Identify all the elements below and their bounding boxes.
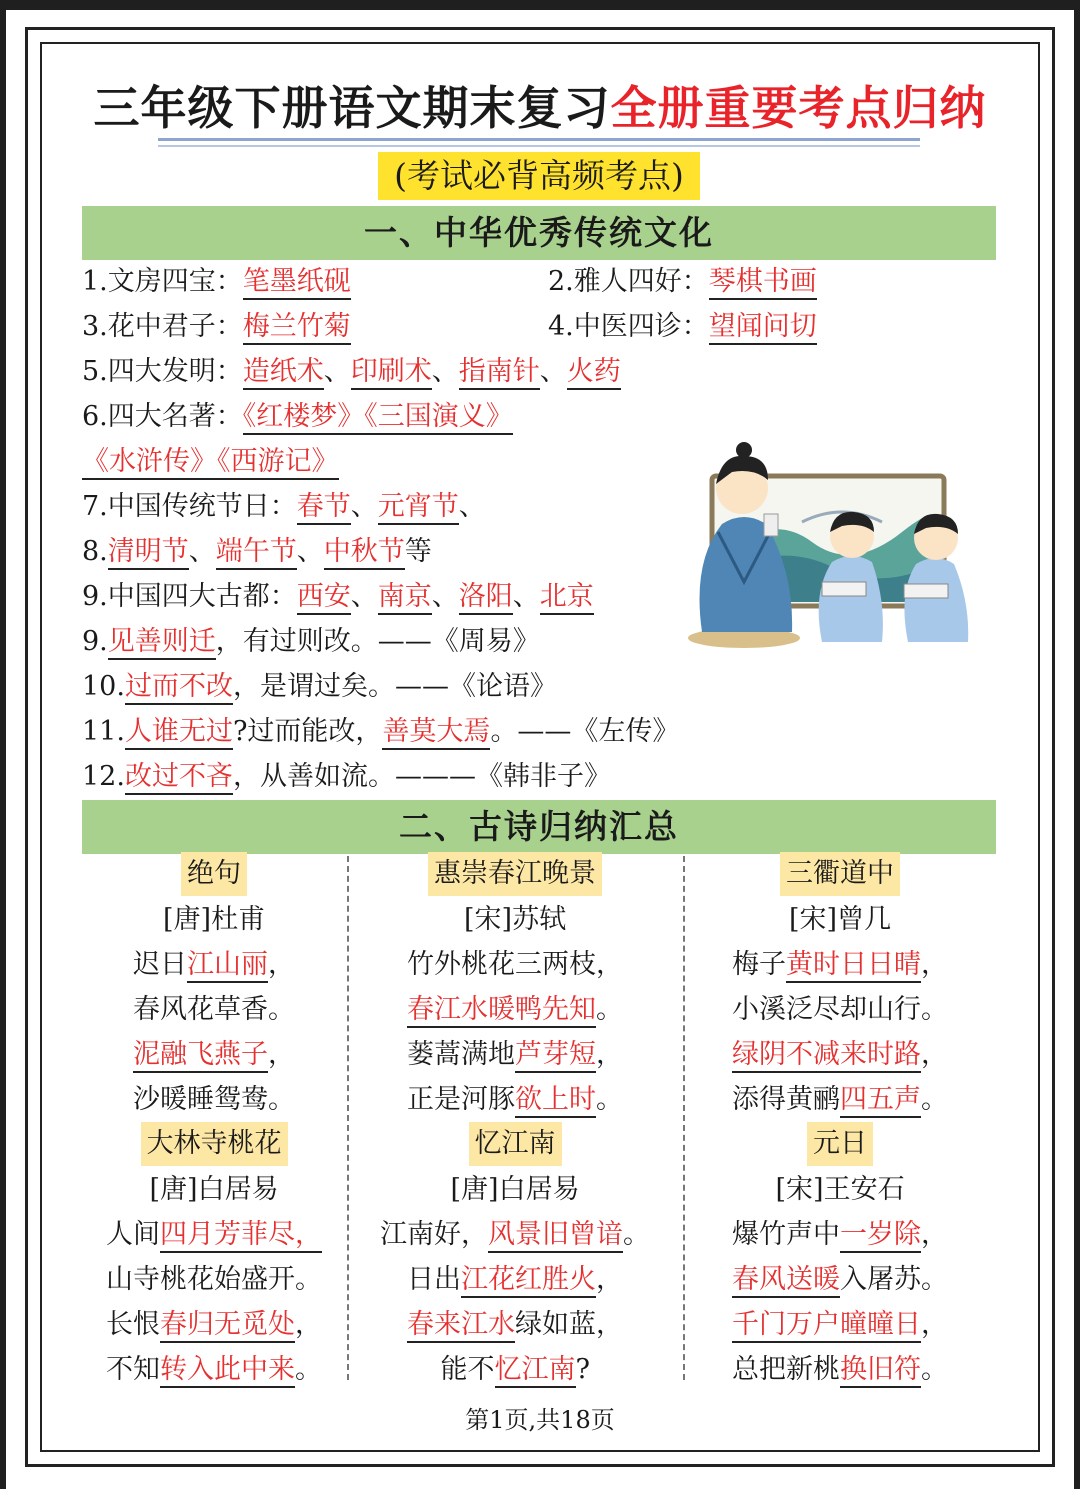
poem-line bbox=[407, 947, 623, 983]
poem-plain: 正是河豚 bbox=[407, 1084, 515, 1115]
poem-line bbox=[106, 1217, 322, 1253]
item-label: 中国传统节日： bbox=[107, 491, 297, 522]
poem-plain: 。 bbox=[921, 1354, 948, 1385]
teacher-students-illustration bbox=[682, 432, 992, 650]
item-9b bbox=[82, 624, 540, 660]
item-mid: ?过而能改， bbox=[232, 716, 383, 747]
item-answer: 望闻问切 bbox=[709, 311, 817, 345]
item-answer: 琴棋书画 bbox=[709, 266, 817, 300]
poem-author: [宋]曾几 bbox=[789, 904, 892, 935]
item-answer: 春节 bbox=[297, 491, 351, 525]
item-1 bbox=[82, 264, 351, 300]
poem-title: 大林寺桃花 bbox=[141, 1122, 288, 1166]
poem-plain: 。 bbox=[623, 1219, 650, 1250]
item-num: 10. bbox=[82, 671, 125, 702]
item-label: 四大发明： bbox=[107, 356, 243, 387]
item-rest: ，从善如流。———《韩非子》 bbox=[232, 761, 611, 792]
poem-answer: 春江水暖鸭先知 bbox=[407, 994, 596, 1028]
separator: 、 bbox=[512, 581, 540, 612]
poem-line bbox=[732, 1307, 948, 1343]
poem-answer: 四月芳菲尽， bbox=[160, 1219, 322, 1253]
right-edge bbox=[1074, 0, 1080, 1489]
poem-author: [宋]苏轼 bbox=[464, 904, 567, 935]
title-black: 三年级下册语文期末复习 bbox=[93, 81, 611, 135]
item-answer: 印刷术 bbox=[351, 356, 432, 390]
poem-answer: 转入此中来 bbox=[160, 1354, 295, 1388]
poem-line bbox=[106, 1262, 322, 1298]
poem-plain: 梅子 bbox=[732, 949, 786, 980]
poem-plain: 江南好， bbox=[380, 1219, 488, 1250]
item-num: 1. bbox=[82, 266, 108, 297]
separator: 、 bbox=[350, 581, 378, 612]
poem-line bbox=[732, 992, 948, 1028]
poem-line bbox=[133, 1037, 295, 1073]
poem-title: 绝句 bbox=[181, 852, 247, 896]
item-7 bbox=[82, 489, 486, 525]
separator: 、 bbox=[458, 491, 486, 522]
poem-answer: 泥融飞燕子 bbox=[133, 1039, 268, 1073]
poem-answer: 四五声 bbox=[840, 1084, 921, 1118]
poem-plain: ， bbox=[921, 1219, 948, 1250]
item-num: 2. bbox=[548, 266, 574, 297]
page-number: 第1页,共18页 bbox=[465, 1406, 615, 1434]
item-label: 中医四诊： bbox=[573, 311, 709, 342]
item-label: 中国四大古都： bbox=[107, 581, 297, 612]
poem-line bbox=[732, 1037, 948, 1073]
title-underline-thin bbox=[158, 145, 920, 147]
poem-plain: 竹外桃花三两枝， bbox=[407, 949, 623, 980]
item-tail: 等 bbox=[404, 536, 432, 567]
poem-title: 三衢道中 bbox=[780, 852, 900, 896]
poem-answer: 江山丽 bbox=[187, 949, 268, 983]
poem-plain: 迟日 bbox=[133, 949, 187, 980]
section2-heading: 二、古诗归纳汇总 bbox=[82, 800, 996, 854]
poem-answer: 换旧符 bbox=[840, 1354, 921, 1388]
poem-plain: ， bbox=[596, 1039, 623, 1070]
poem-title: 元日 bbox=[807, 1122, 873, 1166]
item-answer: 西安 bbox=[297, 581, 351, 615]
item-num: 8. bbox=[82, 536, 108, 567]
poem-plain: ， bbox=[268, 949, 295, 980]
separator: 、 bbox=[431, 581, 459, 612]
separator: 、 bbox=[296, 536, 324, 567]
item-10 bbox=[82, 669, 557, 705]
item-answer: 元宵节 bbox=[378, 491, 459, 525]
poem-plain: 。 bbox=[596, 1084, 623, 1115]
poem-line bbox=[441, 1352, 590, 1388]
poem-line bbox=[407, 1082, 623, 1118]
item-num: 4. bbox=[548, 311, 574, 342]
poem-line bbox=[380, 1217, 650, 1253]
poem-plain: 。 bbox=[596, 994, 623, 1025]
poem-author: [唐]白居易 bbox=[149, 1174, 279, 1205]
poem-answer: 芦芽短 bbox=[515, 1039, 596, 1073]
poem-plain: ， bbox=[921, 1309, 948, 1340]
poem-plain: ， bbox=[268, 1039, 295, 1070]
poem-plain: 长恨 bbox=[106, 1309, 160, 1340]
item-3 bbox=[82, 309, 351, 345]
item-answer: 改过不吝 bbox=[125, 761, 233, 795]
poem-answer: 江花红胜火 bbox=[461, 1264, 596, 1298]
item-num: 12. bbox=[82, 761, 125, 792]
poem-line bbox=[133, 947, 295, 983]
item-label: 四大名著： bbox=[107, 401, 243, 432]
poem-answer: 忆江南 bbox=[495, 1354, 576, 1388]
item-answer: 造纸术 bbox=[243, 356, 324, 390]
top-edge bbox=[0, 0, 1080, 10]
item-11 bbox=[82, 714, 679, 750]
poem-line bbox=[732, 947, 948, 983]
poem-answer: 黄时日日晴 bbox=[786, 949, 921, 983]
item-num: 9. bbox=[82, 626, 108, 657]
item-num: 9. bbox=[82, 581, 108, 612]
item-answer: 洛阳 bbox=[459, 581, 513, 615]
poem-plain: 春风花草香。 bbox=[133, 994, 295, 1025]
item-answer: 北京 bbox=[540, 581, 594, 615]
column-divider bbox=[683, 856, 685, 1380]
subtitle: (考试必背高频考点) bbox=[378, 152, 700, 200]
item-answer: 中秋节 bbox=[324, 536, 405, 570]
separator: 、 bbox=[188, 536, 216, 567]
poem-line bbox=[106, 1307, 322, 1343]
poem-answer: 欲上时 bbox=[515, 1084, 596, 1118]
item-answer: 南京 bbox=[378, 581, 432, 615]
poem-line bbox=[407, 1262, 623, 1298]
poem-plain: 爆竹声中 bbox=[732, 1219, 840, 1250]
item-answer: 火药 bbox=[567, 356, 621, 390]
item-6 bbox=[82, 399, 513, 435]
poem-line bbox=[407, 1037, 623, 1073]
poem-line bbox=[133, 992, 295, 1028]
poem-answer: 春来江水 bbox=[407, 1309, 515, 1343]
poem-plain: ， bbox=[921, 949, 948, 980]
poem-answer: 一岁除 bbox=[840, 1219, 921, 1253]
poem-line bbox=[732, 1352, 948, 1388]
item-answer: 《水浒传》《西游记》 bbox=[82, 446, 339, 480]
column-divider bbox=[347, 856, 349, 1380]
separator: 、 bbox=[431, 356, 459, 387]
poem-author: [唐]白居易 bbox=[450, 1174, 580, 1205]
poem-author: [宋]王安石 bbox=[775, 1174, 905, 1205]
title-red: 全册重要考点归纳 bbox=[610, 81, 987, 135]
poem-answer: 春归无觅处 bbox=[160, 1309, 295, 1343]
separator: 、 bbox=[323, 356, 351, 387]
poem-title: 忆江南 bbox=[469, 1122, 562, 1166]
poem-line bbox=[407, 992, 623, 1028]
item-answer: 人谁无过 bbox=[125, 716, 233, 750]
poem-answer: 绿阴不减来时路 bbox=[732, 1039, 921, 1073]
item-6-cont bbox=[82, 444, 339, 480]
poem-line bbox=[732, 1082, 948, 1118]
poem-answer: 风景旧曾谙 bbox=[488, 1219, 623, 1253]
item-4 bbox=[548, 309, 817, 345]
poem-line bbox=[133, 1082, 295, 1118]
poem-plain: 绿如蓝， bbox=[515, 1309, 623, 1340]
item-answer: 指南针 bbox=[459, 356, 540, 390]
item-answer: 《红楼梦》《三国演义》 bbox=[243, 401, 513, 435]
item-9a bbox=[82, 579, 594, 615]
poem-line bbox=[732, 1217, 948, 1253]
item-rest: ，是谓过矣。——《论语》 bbox=[232, 671, 557, 702]
separator: 、 bbox=[539, 356, 567, 387]
item-num: 7. bbox=[82, 491, 108, 522]
item-rest: ，有过则改。——《周易》 bbox=[215, 626, 540, 657]
poem-plain: 。 bbox=[295, 1354, 322, 1385]
item-label: 雅人四好： bbox=[573, 266, 709, 297]
poem-line bbox=[732, 1262, 948, 1298]
item-num: 3. bbox=[82, 311, 108, 342]
item-answer: 笔墨纸砚 bbox=[243, 266, 351, 300]
poem-plain: 人间 bbox=[106, 1219, 160, 1250]
poem-plain: ， bbox=[921, 1039, 948, 1070]
title-underline bbox=[158, 138, 920, 141]
left-edge bbox=[0, 0, 6, 1489]
poem-plain: 小溪泛尽却山行。 bbox=[732, 994, 948, 1025]
poem-plain: 能不 bbox=[440, 1354, 495, 1385]
item-answer: 过而不改 bbox=[125, 671, 233, 705]
poem-answer: 春风送暖 bbox=[732, 1264, 840, 1298]
poem-plain: 添得黄鹂 bbox=[732, 1084, 840, 1115]
poem-plain: ， bbox=[295, 1309, 322, 1340]
item-7-cont bbox=[82, 534, 432, 570]
item-answer: 端午节 bbox=[216, 536, 297, 570]
poem-plain: 入屠苏。 bbox=[840, 1264, 948, 1295]
poem-plain: 总把新桃 bbox=[732, 1354, 840, 1385]
page-title bbox=[0, 72, 1080, 138]
poem-plain: 。 bbox=[921, 1084, 948, 1115]
item-num: 11. bbox=[82, 716, 125, 747]
poem-plain: 不知 bbox=[106, 1354, 160, 1385]
section1-heading: 一、中华优秀传统文化 bbox=[82, 206, 996, 260]
poem-plain: 蒌蒿满地 bbox=[407, 1039, 515, 1070]
poem-plain: 日出 bbox=[407, 1264, 461, 1295]
poem-line bbox=[407, 1307, 623, 1343]
poem-plain: ? bbox=[575, 1354, 590, 1385]
item-num: 6. bbox=[82, 401, 108, 432]
item-rest: 。——《左传》 bbox=[490, 716, 680, 747]
item-label: 文房四宝： bbox=[107, 266, 243, 297]
poem-title: 惠崇春江晚景 bbox=[428, 852, 602, 896]
item-5 bbox=[82, 354, 621, 390]
separator: 、 bbox=[350, 491, 378, 522]
item-answer: 善莫大焉 bbox=[382, 716, 490, 750]
item-answer: 梅兰竹菊 bbox=[243, 311, 351, 345]
item-num: 5. bbox=[82, 356, 108, 387]
item-answer: 清明节 bbox=[108, 536, 189, 570]
poem-plain: 山寺桃花始盛开。 bbox=[106, 1264, 322, 1295]
item-answer: 见善则迁 bbox=[108, 626, 216, 660]
poem-author: [唐]杜甫 bbox=[163, 904, 266, 935]
poem-plain: 沙暖睡鸳鸯。 bbox=[133, 1084, 295, 1115]
item-2 bbox=[548, 264, 817, 300]
item-12 bbox=[82, 759, 611, 795]
item-label: 花中君子： bbox=[107, 311, 243, 342]
poem-line bbox=[106, 1352, 322, 1388]
poem-plain: ， bbox=[596, 1264, 623, 1295]
poem-answer: 千门万户曈曈日 bbox=[732, 1309, 921, 1343]
